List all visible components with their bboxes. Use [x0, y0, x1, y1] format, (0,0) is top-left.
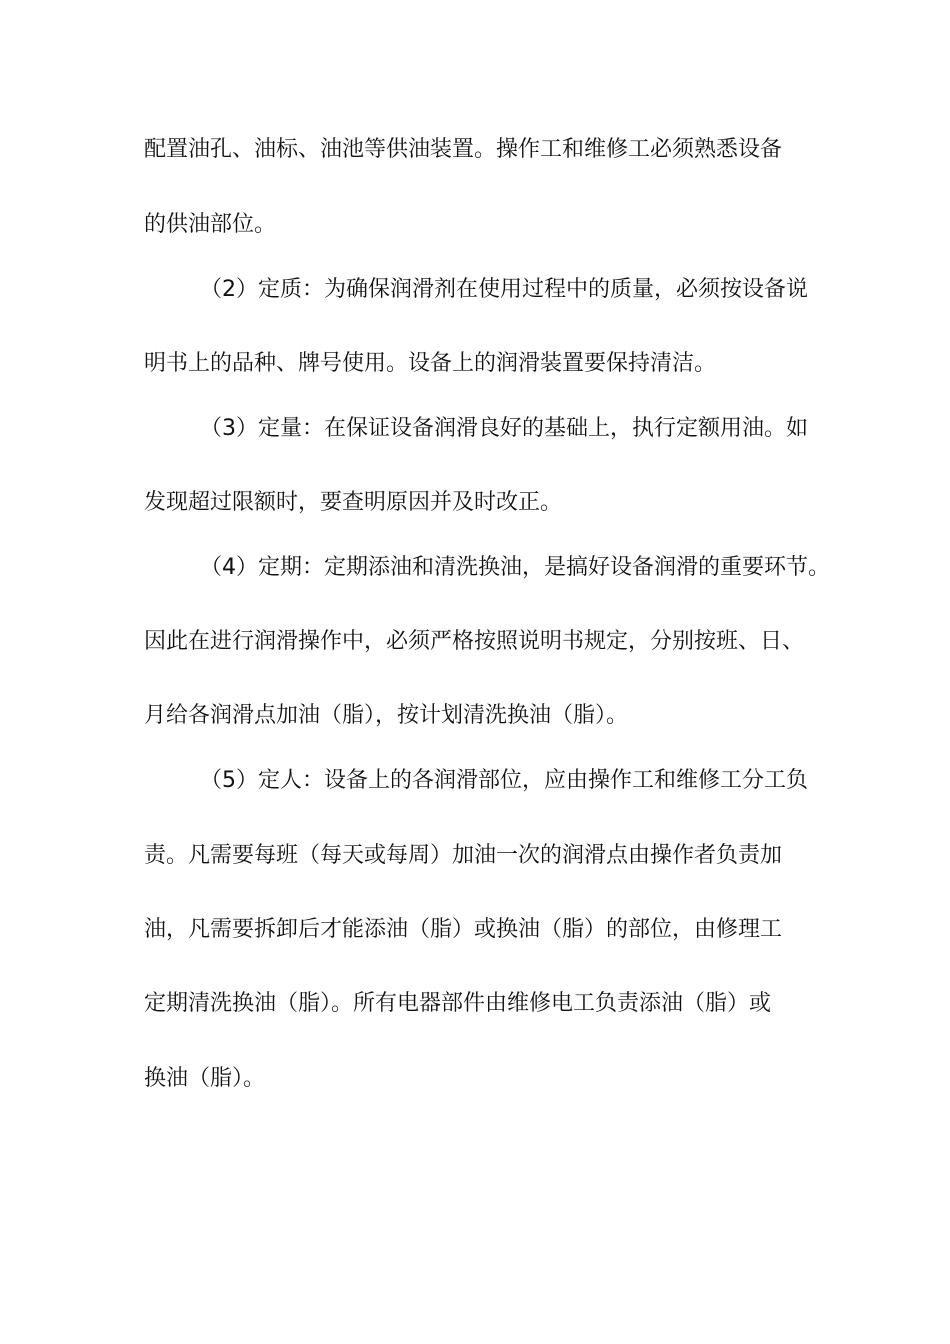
paragraph-2-line-2: 明书上的品种、牌号使用。设备上的润滑装置要保持清洁。	[144, 351, 717, 376]
paragraph-5-line-1: （5）定人：设备上的各润滑部位，应由操作工和维修工分工负	[200, 768, 808, 793]
paragraph-5-line-3: 油，凡需要拆卸后才能添油（脂）或换油（脂）的部位，由修理工	[144, 917, 783, 942]
paragraph-1-line-2: 的供油部位。	[144, 212, 277, 237]
paragraph-3-line-2: 发现超过限额时，要查明原因并及时改正。	[144, 490, 563, 515]
paragraph-3-line-1: （3）定量：在保证设备润滑良好的基础上，执行定额用油。如	[200, 416, 808, 441]
paragraph-4-line-1: （4）定期：定期添油和清洗换油，是搞好设备润滑的重要环节。	[200, 555, 830, 580]
paragraph-2-line-1: （2）定质：为确保润滑剂在使用过程中的质量，必须按设备说	[200, 277, 808, 302]
paragraph-5-line-4: 定期清洗换油（脂）。所有电器部件由维修电工负责添油（脂）或	[144, 991, 772, 1016]
paragraph-4-line-3: 月给各润滑点加油（脂），按计划清洗换油（脂）。	[144, 703, 629, 728]
paragraph-5-line-2: 责。凡需要每班（每天或每周）加油一次的润滑点由操作者负责加	[144, 843, 783, 868]
paragraph-5-line-5: 换油（脂）。	[144, 1066, 266, 1091]
paragraph-4-line-2: 因此在进行润滑操作中，必须严格按照说明书规定，分别按班、日、	[144, 629, 805, 654]
paragraph-1-line-1: 配置油孔、油标、油池等供油装置。操作工和维修工必须熟悉设备	[144, 137, 783, 162]
